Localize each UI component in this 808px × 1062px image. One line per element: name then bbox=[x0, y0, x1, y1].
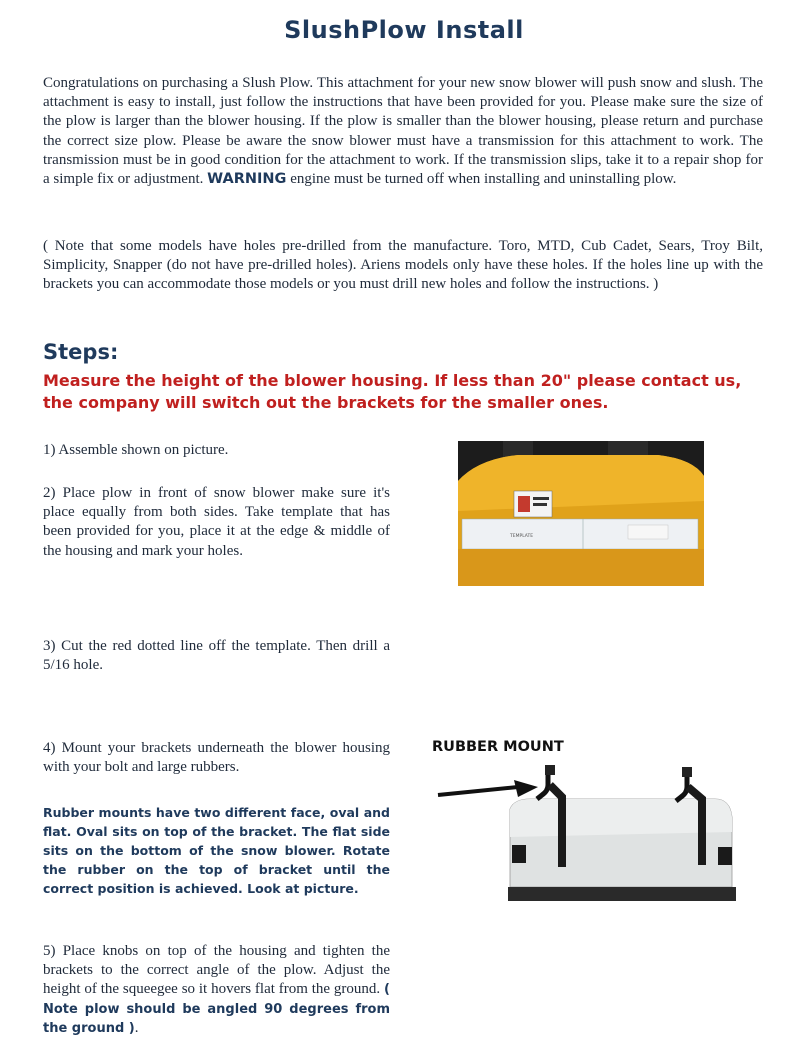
step-4: 4) Mount your brackets underneath the blower housing with your bolt and large rubbers. bbox=[43, 740, 390, 776]
rubber-mount-photo bbox=[430, 737, 775, 917]
step-5-angle-note: ( Note plow should be angled 90 degrees from the ground ) bbox=[43, 982, 390, 1036]
intro-text: Congratulations on purchasing a Slush Plow. This attachment for your new snow blower will push snow and slush. The attachment is easy to install, just follow the instructions that have been provided for you. Please make sure the size of the plow is larger than the blower housing. If the plow is smaller than the blower housing, please return and purchase the correct size plow. Please be aware the snow blower must have a transmission for this attachment to work. The transmission must be in good condition for the attachment to work. If the transmission slips, take it to a repair shop for a simple fix or adjustment. bbox=[43, 75, 763, 188]
template-label: TEMPLATE bbox=[510, 534, 534, 539]
step-5 bbox=[43, 942, 390, 1038]
intro-paragraph bbox=[43, 74, 763, 189]
measure-warning: Measure the height of the blower housing. If less than 20" please contact us, the company will switch out the brackets for the smaller ones. bbox=[43, 371, 742, 412]
warning-label: WARNING bbox=[207, 171, 287, 188]
template-photo-image bbox=[458, 441, 704, 586]
predrilled-note: ( Note that some models have holes pre-drilled from the manufacture. Toro, MTD, Cub Cadet, Sears, Troy Bilt, Simplicity, Snapper (do not have pre-drilled holes). Ariens models only have these holes. If the holes line up with the brackets you can accommodate those models or you must drill new holes and follow the instructions. ) bbox=[43, 238, 763, 293]
rubber-mount-image bbox=[430, 737, 775, 917]
rubber-mount-note: Rubber mounts have two different face, oval and flat. Oval sits on top of the bracket. The flat side sits on the bottom of the snow blower. Rotate the rubber on the top of bracket until the correct position is achieved. Look at picture. bbox=[43, 805, 390, 896]
step-5-text: 5) Place knobs on top of the housing and tighten the brackets to the correct angle of the plow. Adjust the height of the squeegee so it hovers flat from the ground. bbox=[43, 943, 390, 998]
step-3: 3) Cut the red dotted line off the template. Then drill a 5/16 hole. bbox=[43, 638, 390, 674]
page-title: SlushPlow Install bbox=[284, 16, 524, 44]
step-1: 1) Assemble shown on picture. bbox=[43, 442, 229, 458]
steps-heading: Steps: bbox=[43, 340, 119, 364]
step-2: 2) Place plow in front of snow blower make sure it's place equally from both sides. Take template that has been provided for you, place it at the edge & middle of the housing and mark your holes. bbox=[43, 485, 390, 559]
template-photo bbox=[458, 441, 704, 586]
step-5-end: . bbox=[134, 1019, 139, 1036]
rubber-mount-label: RUBBER MOUNT bbox=[432, 739, 564, 755]
warning-text: engine must be turned off when installing and uninstalling plow. bbox=[286, 171, 677, 188]
